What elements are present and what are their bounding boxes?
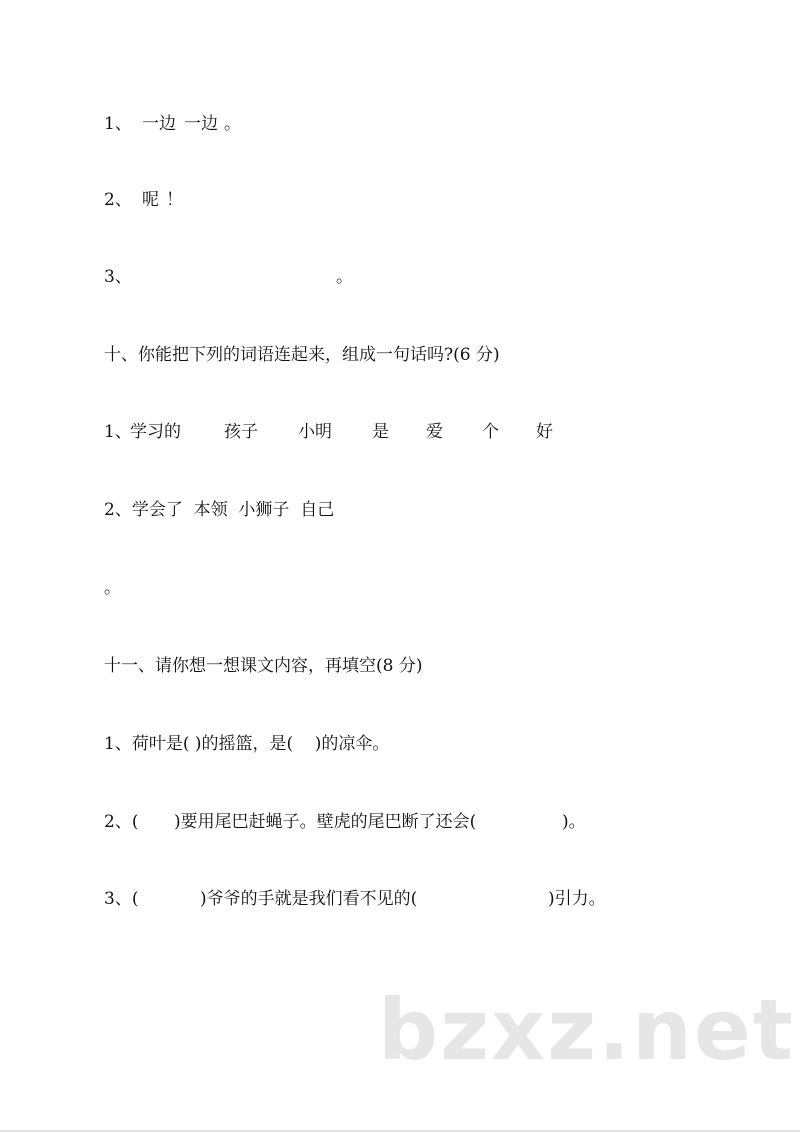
exclamation-mark: ！ — [166, 190, 183, 210]
sentence-end: )。 — [562, 812, 586, 832]
word: 个 — [482, 422, 499, 442]
q9-item-1 — [104, 112, 304, 136]
period-mark: 。 — [224, 114, 241, 134]
word: 一边 — [142, 114, 176, 134]
q11-item-2 — [104, 810, 594, 834]
word: 一边 — [184, 114, 218, 134]
q9-item-2 — [104, 188, 304, 212]
sentence-end: )引力。 — [548, 889, 606, 909]
q10-heading: 十、你能把下列的词语连起来，组成一句话吗?(6 分) — [104, 345, 500, 365]
site-watermark: bzxz.net — [378, 981, 795, 1079]
q11-item-1: 1、荷叶是( )的摇篮，是( )的凉伞。 — [104, 734, 390, 754]
q10-item-1 — [104, 420, 564, 444]
word: 小明 — [298, 422, 332, 442]
q11-heading: 十一、请你想一想课文内容，再填空(8 分) — [104, 656, 423, 676]
word: 爱 — [426, 422, 443, 442]
item-number: 1、 — [104, 114, 132, 134]
word: 学习的 — [130, 422, 181, 442]
word: 好 — [536, 422, 553, 442]
q9-item-3 — [104, 265, 364, 289]
q10-item-2: 2、学会了 本领 小狮子 自己 — [104, 500, 335, 520]
item-prefix: 2、( — [104, 812, 139, 832]
period-mark: 。 — [336, 267, 353, 287]
sentence-text: )要用尾巴赶蝇子。壁虎的尾巴断了还会( — [174, 812, 477, 832]
item-number: 2、 — [104, 190, 132, 210]
sentence-text: )爷爷的手就是我们看不见的( — [200, 889, 418, 909]
word: 是 — [372, 422, 389, 442]
word: 孩子 — [224, 422, 258, 442]
q11-item-3 — [104, 887, 604, 911]
item-prefix: 3、( — [104, 889, 139, 909]
item-number: 1、 — [104, 422, 132, 442]
q10-answer-end-mark: 。 — [104, 578, 121, 598]
word: 呢 — [142, 190, 159, 210]
page-bottom-divider — [0, 1130, 800, 1132]
item-number: 3、 — [104, 267, 132, 287]
